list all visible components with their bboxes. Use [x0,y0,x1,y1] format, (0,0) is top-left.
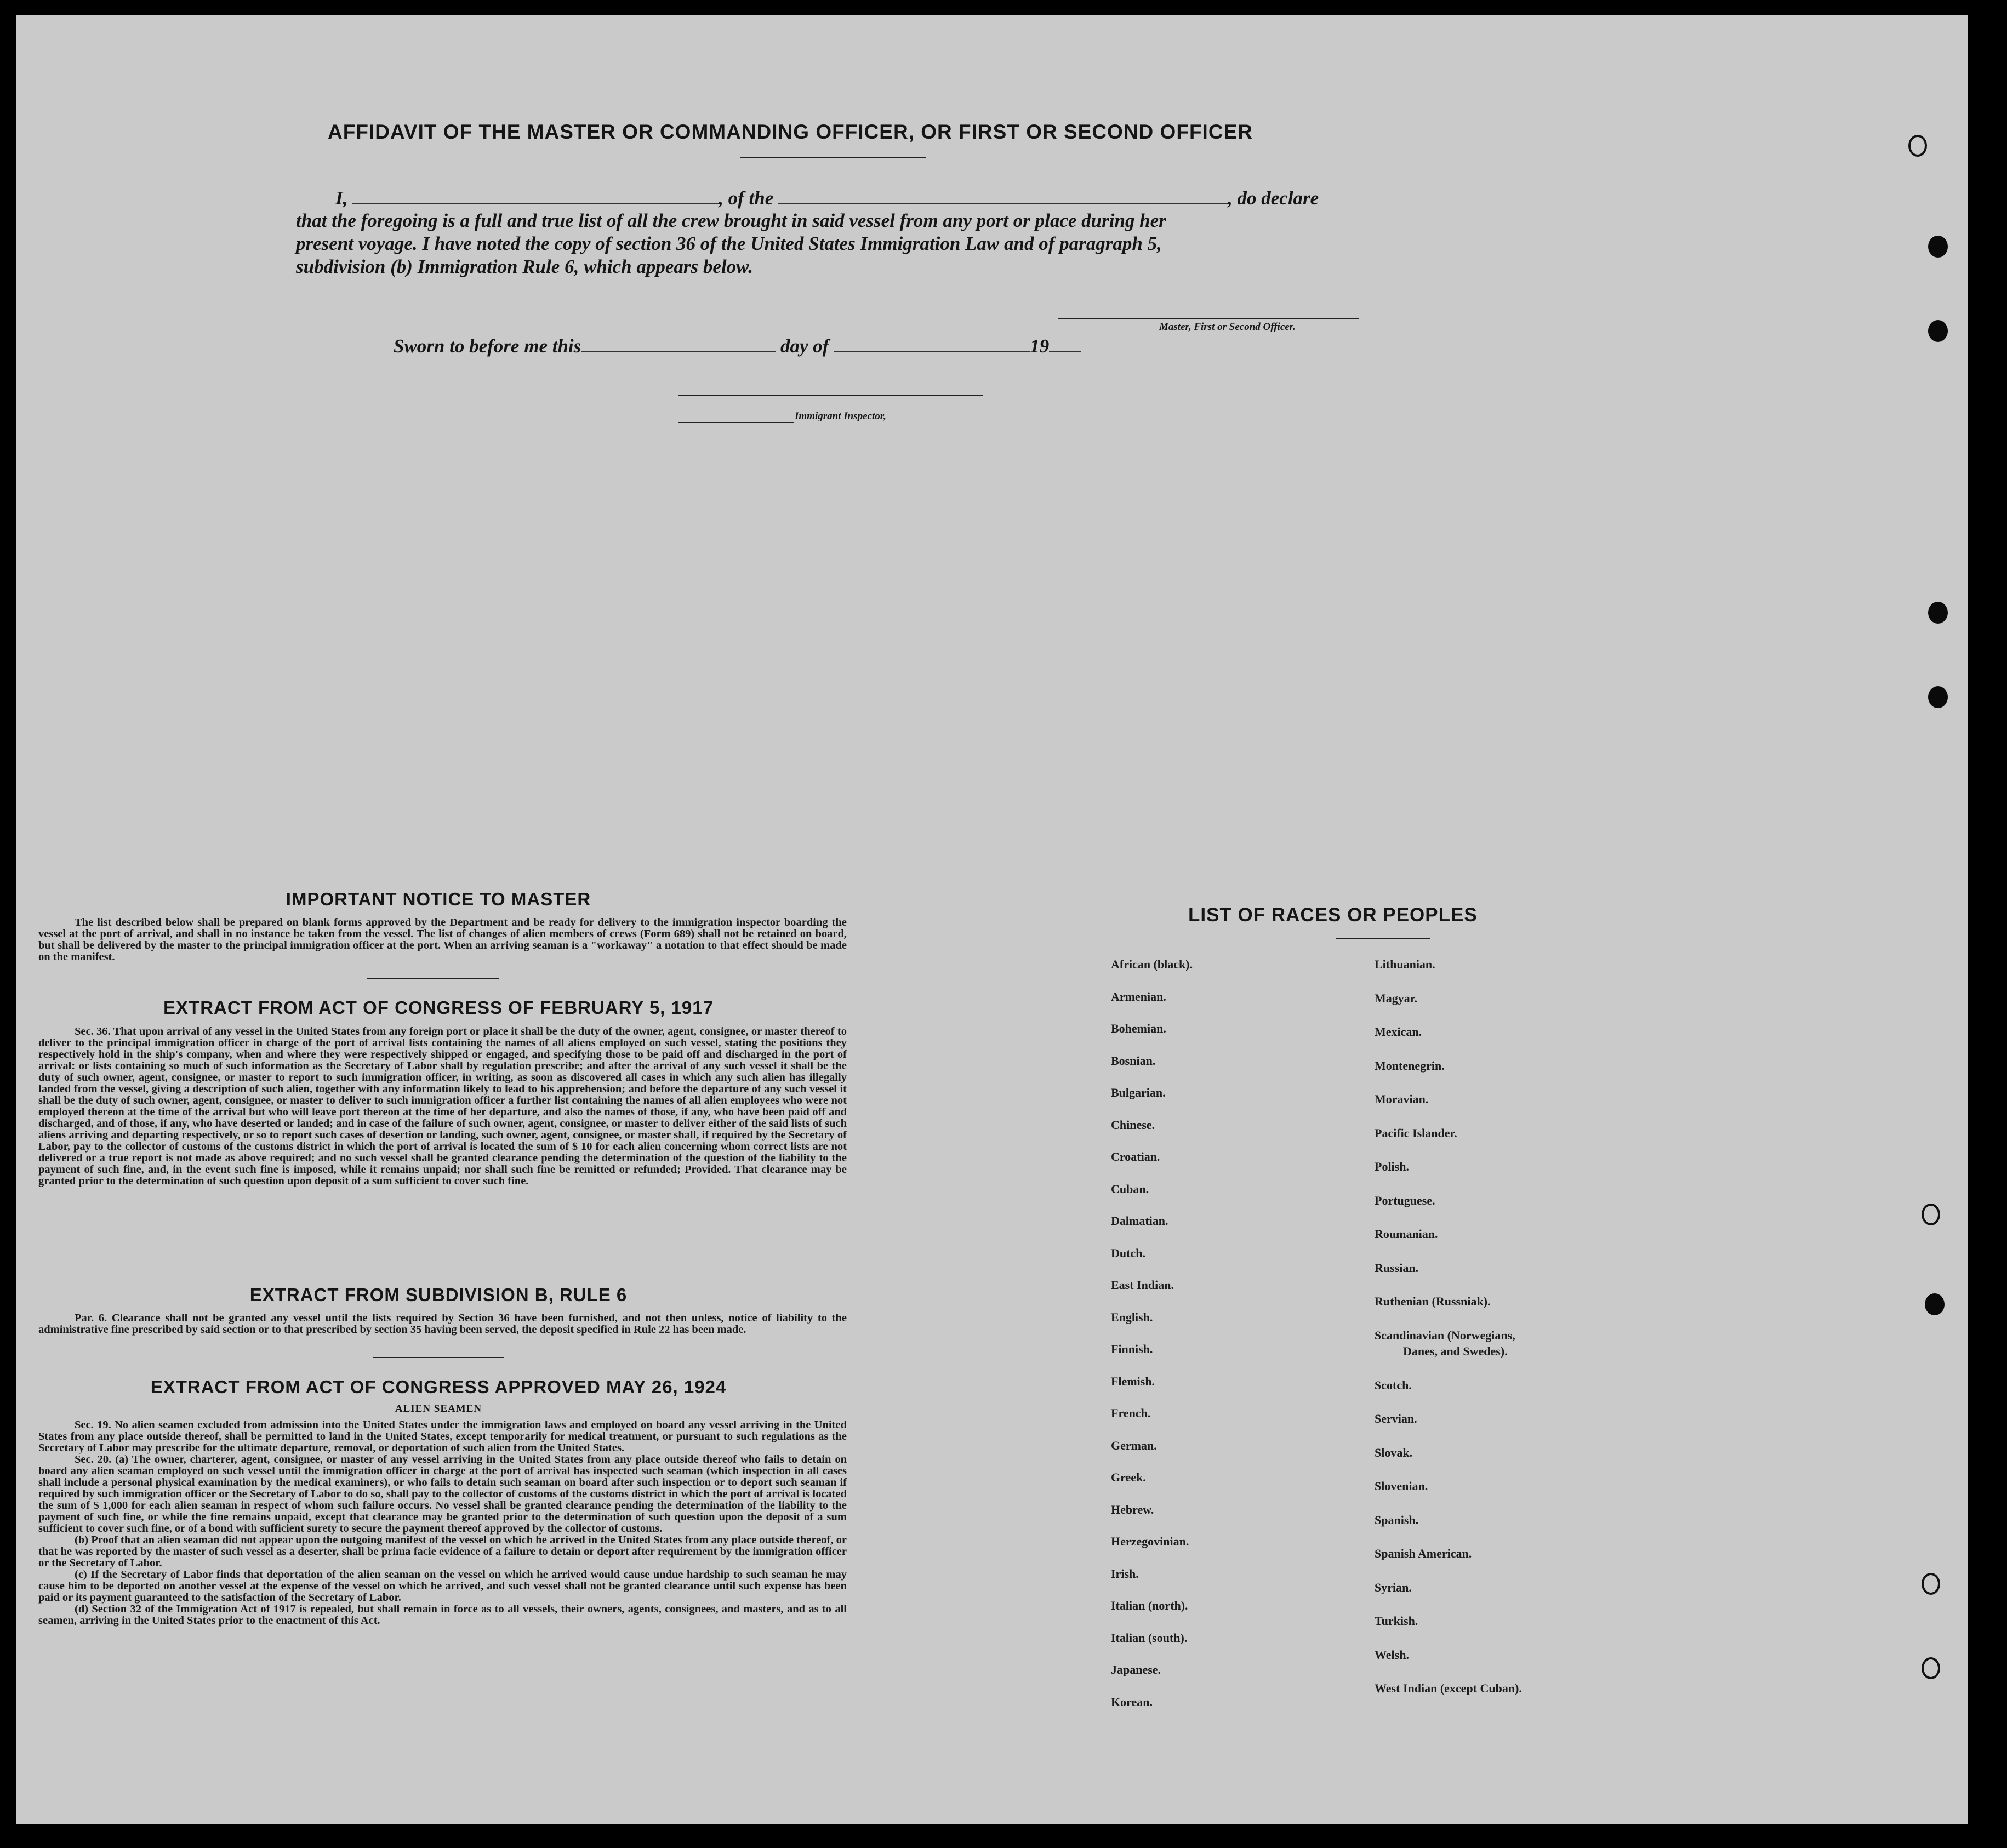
race-item: Hebrew. [1111,1502,1154,1516]
race-item: Syrian. [1375,1580,1412,1594]
extract-1917-text [38,1026,847,1187]
race-item: Polish. [1375,1160,1409,1173]
sworn-day-blank[interactable] [581,337,776,352]
affidavit-title: AFFIDAVIT OF THE MASTER OR COMMANDING OFFICER, OR FIRST OR SECOND OFFICER [328,121,1253,143]
notice-text [38,917,847,963]
race-item: West Indian (except Cuban). [1375,1681,1522,1695]
extract-1924-text [38,1419,847,1627]
section-19-paragraph: Sec. 19. No alien seamen excluded from admission into the United States under the immigration laws and employed on board any vessel arriving in the United States from any place outside thereof, shall be permitted to land in the United States, except temporarily for medical treatment, or pursuant to such regulations as the Secretary of Labor may prescribe for the ultimate departure, removal, or deportation of such alien from the United States. [38,1419,847,1454]
sworn-year-blank[interactable] [1049,337,1081,352]
race-item: English. [1111,1310,1153,1324]
race-item: Moravian. [1375,1092,1429,1106]
section-20a-paragraph: Sec. 20. (a) The owner, charterer, agent, consignee, or master of any vessel arriving in the United States from any place outside thereof who fails to detain on board any alien seaman employed on such vessel until the immigration officer in charge at the port of arrival has inspected such seaman (which inspection in all cases shall include a personal physical examination by the medical examiners), or who fails to detain such seaman on board after such inspection or to deport such seaman if required by such immigration officer or the Secretary of Labor to do so, shall pay to the collector of customs of the customs district in which the port of arrival is located the sum of $ 1,000 for each alien seaman in respect of whom such failure occurs. No vessel shall be granted clearance pending the determination of the liability to the payment of such fine, or while the fine remains unpaid, except that clearance may be granted prior to the determination of such question upon the deposit of a sum sufficient to cover such fine, or of a bond with sufficient surety to secure the payment thereof approved by the collector of customs. [38,1453,847,1535]
race-item: African (black). [1111,957,1193,971]
race-item: Roumanian. [1375,1227,1438,1241]
binder-hole [1925,1293,1945,1315]
races-title-underline [1336,938,1430,939]
binder-hole [1922,1657,1940,1679]
race-item: Chinese. [1111,1117,1155,1132]
race-item: Bulgarian. [1111,1086,1166,1099]
notice-paragraph: The list described below shall be prepared on blank forms approved by the Department and be ready for delivery to the immigration inspector boarding the vessel at the port of arrival, and shall in no instance be taken from the vessel. The list of changes of alien members of crews (Form 689) shall not be retained on board, but shall be delivered by the master to the principal immigration officer at the port. When an arriving seaman is a "workaway" a notation to that effect should be made on the manifest. [38,916,847,963]
race-item: Cuban. [1111,1182,1149,1196]
race-item: Slovak. [1375,1445,1413,1459]
race-item: Pacific Islander. [1375,1126,1457,1140]
race-item: Dalmatian. [1111,1214,1168,1228]
race-item: Bosnian. [1111,1053,1156,1068]
race-item: German. [1111,1438,1157,1452]
binder-hole [1928,320,1948,342]
race-item: Montenegrin. [1375,1058,1445,1073]
title-underline [740,157,926,158]
binder-hole [1908,135,1927,157]
extract-1917-title: EXTRACT FROM ACT OF CONGRESS OF FEBRUARY 5, 1917 [163,997,714,1018]
declaration-line-4: subdivision (b) Immigration Rule 6, which appears below. [296,256,753,277]
binder-hole [1922,1573,1940,1595]
race-item: Lithuanian. [1375,957,1435,971]
race-item: Croatian. [1111,1150,1160,1163]
section-36-paragraph: Sec. 36. That upon arrival of any vessel in the United States from any foreign port or place it shall be the duty of the owner, agent, consignee, or master thereof to deliver to the principal immigration officer in charge of the port of arrival lists containing the names of all aliens employed on such vessel, stating the positions they respectively hold in the ship's company, when and where they were respectively shipped or engaged, and specifying those to be paid off and discharged in the port of arrival: or lists containing so much of such information as the Secretary of Labor shall by regulation prescribe; and after the arrival of any such vessel it shall be the duty of such owner, agent, consignee, or master to report to such immigration officer, in writing, as soon as discovered all cases in which any such alien has illegally landed from the vessel, giving a description of such alien, together with any information likely to lead to his apprehension; and before the departure of any such vessel it shall be the duty of such owner, agent, consignee, or master to deliver to such immigration officer a further list containing the names of all alien employees who were not employed thereon at the time of the arrival but who will leave port thereon at the time of her departure, and also the names of those, if any, who have been paid off and discharged, and of those, if any, who have deserted or landed; and in case of the failure of such owner, agent, consignee, or master to deliver either of the said lists of such aliens arriving and departing respectively, or so to report such cases of desertion or landing, such owner, agent, consignee, or master shall, if required by the Secretary of Labor, pay to the collector of customs of the customs district in which the port of arrival is located the sum of $ 10 for each alien concerning whom correct lists are not delivered or a true report is not made as above required; and no such vessel shall be granted clearance pending the determination of the question of the liability to the payment of such fine, and, in the event such fine is imposed, while it remains unpaid; nor shall such fine be remitted or refunded; Provided. That clearance may be granted prior to the determination of such question upon deposit of a sum sufficient to cover such fine. [38,1025,847,1187]
binder-hole [1928,686,1948,708]
notice-title: IMPORTANT NOTICE TO MASTER [286,889,591,909]
race-item: Scotch. [1375,1378,1412,1392]
year-prefix: 19 [1030,335,1050,357]
race-item: Bohemian. [1111,1022,1166,1035]
race-item: Turkish. [1375,1614,1418,1628]
alien-seamen-subtitle: ALIEN SEAMEN [395,1403,482,1414]
do-declare-label: , do declare [1228,187,1319,209]
extract-rule6-text [38,1313,847,1336]
race-item: Magyar. [1375,991,1418,1005]
section-20b-paragraph: (b) Proof that an alien seaman did not appear upon the outgoing manifest of the vessel on which he arrived in the United States from any place outside thereof, or that he was reported by the master of such vessel as a deserter, shall be prima facie evidence of a failure to detain or deport after requirement by the immigration officer or the Secretary of Labor. [38,1534,847,1569]
race-item: Korean. [1111,1695,1153,1709]
extract-rule6-title: EXTRACT FROM SUBDIVISION B, RULE 6 [249,1285,628,1305]
notice-divider [367,978,499,979]
race-item: Dutch. [1111,1246,1145,1260]
race-item: Ruthenian (Russniak). [1375,1294,1491,1308]
race-item: Japanese. [1111,1663,1161,1676]
binder-hole [1928,602,1948,624]
race-item: East Indian. [1111,1278,1174,1292]
race-item: Spanish. [1375,1513,1419,1527]
declaration-line-2: that the foregoing is a full and true list of all the crew brought in said vessel from any port or place during her [296,210,1166,231]
race-item: Danes, and Swedes). [1403,1344,1508,1358]
inspector-name-blank[interactable] [678,422,794,423]
race-item: Italian (south). [1111,1630,1188,1645]
race-item: Herzegovinian. [1111,1535,1189,1548]
race-item: Italian (north). [1111,1599,1188,1612]
inspector-signature-line[interactable] [678,395,983,396]
race-item: French. [1111,1406,1151,1420]
race-item: Greek. [1111,1470,1146,1484]
binder-hole [1922,1204,1940,1225]
race-item: Finnish. [1111,1342,1153,1356]
master-signature-line[interactable] [1058,318,1359,319]
i-label: I, [335,187,348,209]
race-item: Irish. [1111,1566,1139,1581]
sworn-line [394,335,1081,357]
race-item: Flemish. [1111,1374,1155,1388]
of-the-label: , of the [719,187,774,209]
races-title: LIST OF RACES OR PEOPLES [1188,904,1478,926]
extract-1924-title: EXTRACT FROM ACT OF CONGRESS APPROVED MAY 26, 1924 [150,1377,727,1397]
race-item: Russian. [1375,1260,1419,1275]
sworn-label: Sworn to before me this [394,335,581,357]
inspector-label: Immigrant Inspector, [795,410,886,422]
race-item: Servian. [1375,1412,1417,1425]
race-item: Welsh. [1375,1647,1409,1662]
section-20d-paragraph: (d) Section 32 of the Immigration Act of 1917 is repealed, but shall remain in force as to all vessels, their owners, agents, consignees, and masters, and as to all seamen, arriving in the United States prior to the enactment of this Act. [38,1603,847,1627]
race-item: Slovenian. [1375,1479,1428,1493]
vessel-blank[interactable] [778,189,1228,204]
race-item: Mexican. [1375,1025,1422,1039]
race-item: Portuguese. [1375,1193,1435,1207]
par-6-paragraph: Par. 6. Clearance shall not be granted any vessel until the lists required by Section 36 have been furnished, and not then unless, notice of liability to the administrative fine prescribed by said section or to that prescribed by section 35 having been served, the deposit specified in Rule 22 has been made. [38,1312,847,1336]
master-signature-label: Master, First or Second Officer. [1159,321,1296,333]
day-of-label: day of [780,335,829,357]
rule6-divider [373,1357,504,1358]
declaration-line-1 [335,187,1319,209]
race-item: Scandinavian (Norwegians, [1375,1328,1515,1342]
name-blank[interactable] [352,189,719,204]
race-item: Spanish American. [1375,1547,1472,1560]
binder-hole [1928,236,1948,258]
declaration-line-3: present voyage. I have noted the copy of section 36 of the United States Immigration Law and of paragraph 5, [296,233,1162,254]
sworn-month-blank[interactable] [834,337,1030,352]
section-20c-paragraph: (c) If the Secretary of Labor finds that deportation of the alien seaman on the vessel on which he arrived would cause undue hardship to such seaman he may cause him to be deported on another vessel at the expense of the vessel on which he arrived, and such vessel shall not be granted clearance until such expense has been paid or its payment guaranteed to the satisfaction of the Secretary of Labor. [38,1568,847,1604]
race-item: Armenian. [1111,989,1166,1003]
